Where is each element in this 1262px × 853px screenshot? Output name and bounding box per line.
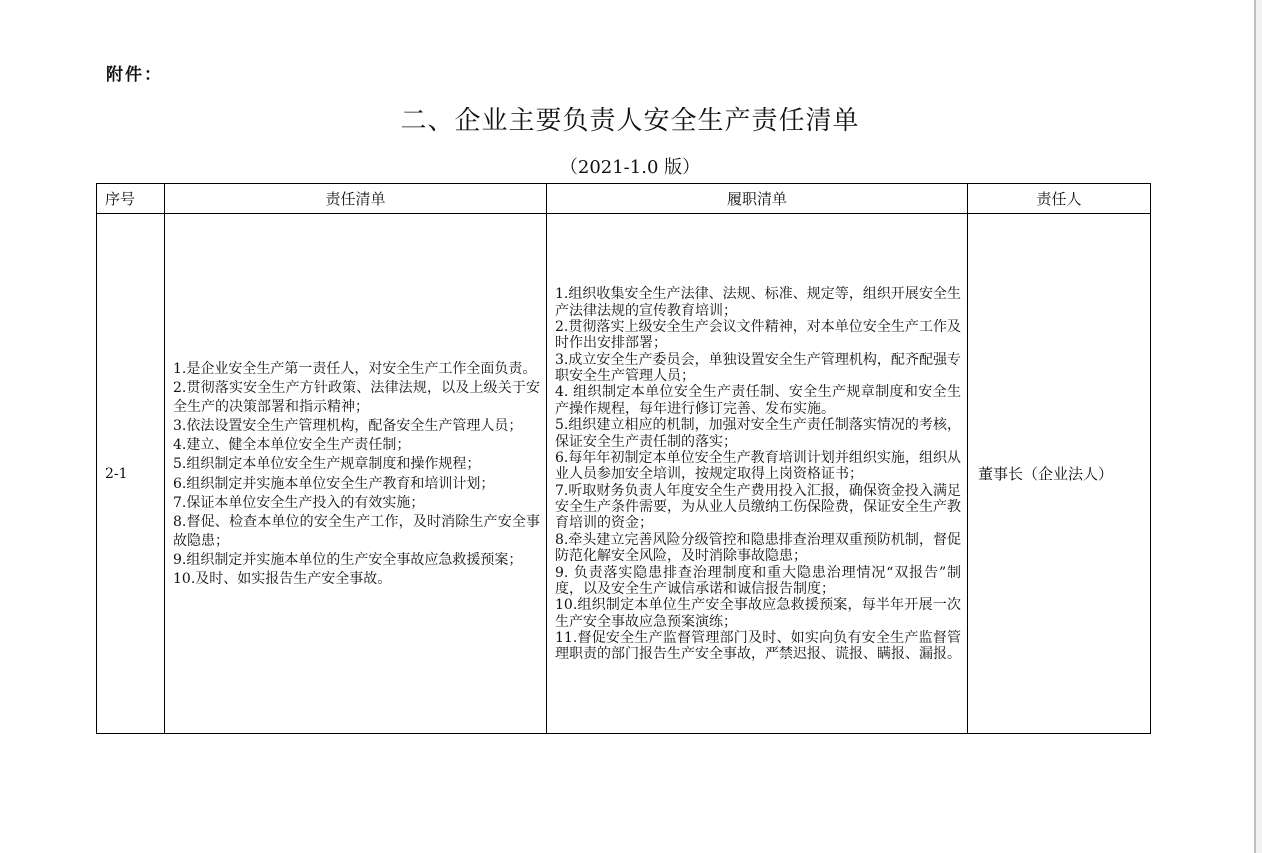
- responsibility-item: 8.督促、检查本单位的安全生产工作，及时消除生产安全事故隐患；: [173, 513, 540, 549]
- document-version: （2021-1.0 版）: [559, 157, 701, 178]
- performance-item: 8.牵头建立完善风险分级管控和隐患排查治理双重预防机制，督促防范化解安全风险，及时消除事故隐患；: [555, 531, 961, 565]
- responsibility-item: 7.保证本单位安全生产投入的有效实施；: [173, 494, 425, 511]
- row-index-cell: 2-1: [97, 214, 165, 734]
- table-row: [97, 214, 1151, 734]
- responsibility-item: 4.建立、健全本单位安全生产责任制；: [173, 437, 411, 454]
- header-person: 责任人: [968, 184, 1151, 214]
- performance-item: 1.组织收集安全生产法律、法规、标准、规定等，组织开展安全生产法律法规的宣传教育培训；: [555, 286, 961, 319]
- performance-item: 9. 负责落实隐患排查治理制度和重大隐患治理情况“双报告”制度，以及安全生产诚信承诺和诚信报告制度；: [555, 564, 961, 597]
- attachment-label: 附件：: [106, 65, 163, 85]
- performance-item: 2.贯彻落实上级安全生产会议文件精神，对本单位安全生产工作及时作出安排部署；: [555, 318, 961, 352]
- performance-item: 3.成立安全生产委员会，单独设置安全生产管理机构，配齐配强专职安全生产管理人员；: [555, 351, 961, 385]
- responsibility-item: 6.组织制定并实施本单位安全生产教育和培训计划；: [173, 475, 495, 492]
- responsibility-item: 1.是企业安全生产第一责任人，对安全生产工作全面负责。: [173, 361, 537, 378]
- table-header-row: [97, 184, 1151, 214]
- performance-item: 10.组织制定本单位生产安全事故应急救援预案，每半年开展一次生产安全事故应急预案演练；: [555, 597, 961, 630]
- header-responsibilities: 责任清单: [165, 184, 547, 214]
- responsibility-list-cell: [165, 214, 547, 734]
- responsibility-item: 5.组织制定本单位安全生产规章制度和操作规程；: [173, 456, 481, 473]
- responsibility-item: 3.依法设置安全生产管理机构，配备安全生产管理人员；: [173, 418, 523, 435]
- performance-list-cell: [547, 214, 968, 734]
- responsibility-item: 2.贯彻落实安全生产方针政策、法律法规，以及上级关于安全生产的决策部署和指示精神；: [173, 380, 540, 416]
- responsibility-table: [96, 183, 1151, 734]
- responsible-person-cell: 董事长（企业法人）: [968, 214, 1151, 734]
- performance-item: 6.每年年初制定本单位安全生产教育培训计划并组织实施，组织从业人员参加安全培训，按规定取得上岗资格证书；: [555, 449, 961, 483]
- performance-item: 4. 组织制定本单位安全生产责任制、安全生产规章制度和安全生产操作规程，每年进行修订完善、发布实施。: [555, 384, 961, 417]
- responsibility-item: 10.及时、如实报告生产安全事故。: [173, 570, 392, 587]
- performance-item: 7.听取财务负责人年度安全生产费用投入汇报，确保资金投入满足安全生产条件需要，为从业人员缴纳工伤保险费，保证安全生产教育培训的资金；: [555, 482, 961, 532]
- performance-item: 5.组织建立相应的机制，加强对安全生产责任制落实情况的考核，保证安全生产责任制的落实；: [555, 417, 961, 450]
- performance-item: 11.督促安全生产监督管理部门及时、如实向负有安全生产监督管理职责的部门报告生产安全事故，严禁迟报、谎报、瞒报、漏报。: [555, 630, 961, 663]
- responsibility-item: 9.组织制定并实施本单位的生产安全事故应急救援预案；: [173, 551, 523, 568]
- document-title: 二、企业主要负责人安全生产责任清单: [400, 106, 860, 136]
- header-performance: 履职清单: [547, 184, 968, 214]
- header-index: 序号: [97, 184, 165, 214]
